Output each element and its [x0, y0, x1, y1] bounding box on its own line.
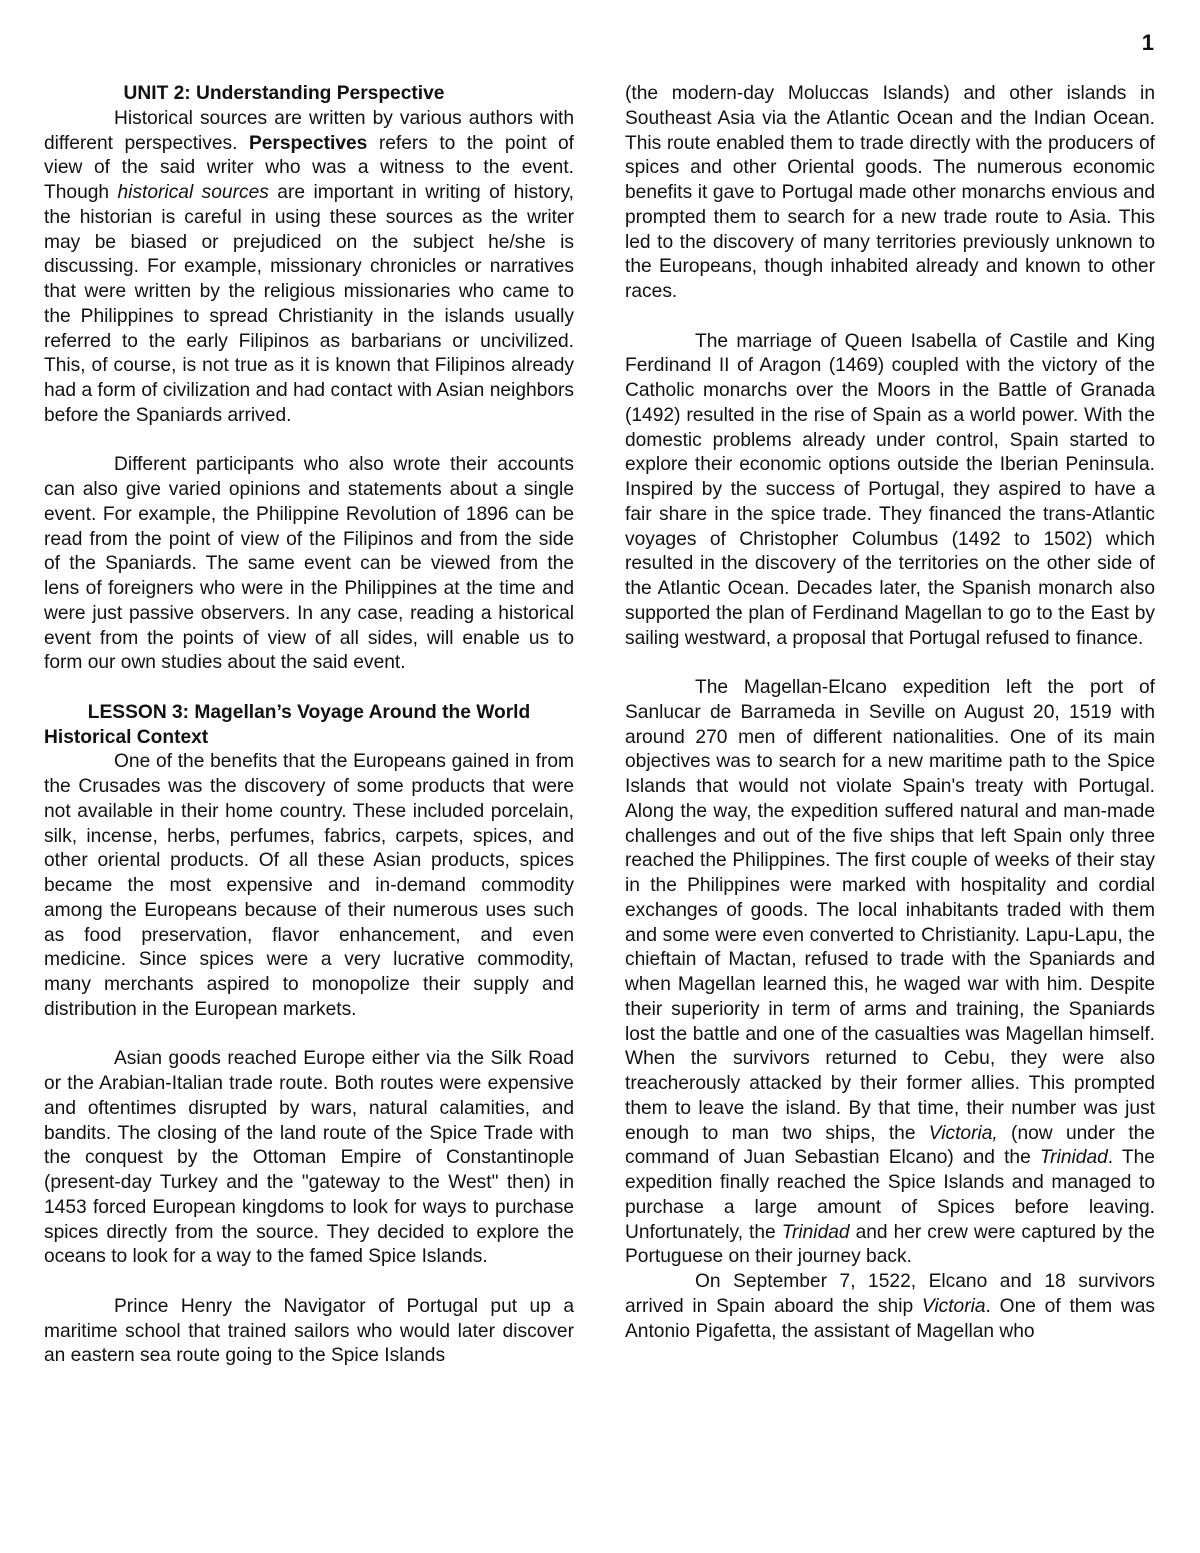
lesson-subtitle: Historical Context — [44, 726, 209, 748]
text-run: . The expedition finally reached the Spice Islands and managed to purchase a large amount of Spices before leaving. Unfortunately, the — [625, 1147, 1155, 1243]
text-run: Historical sources are written by various authors with different perspectives. — [44, 107, 574, 154]
lesson-paragraph-3-continued: (the modern-day Moluccas Islands) and other islands in Southeast Asia via the Atlantic Ocean and the Indian Ocean. This route enabled them to trade directly with the producers of spices and other Oriental goods. The numerous economic benefits it gave to Portugal made other monarchs envious and prompted them to search for a new trade route to Asia. This led to the discovery of many territories previously unknown to the Europeans, though inhabited already and known to other races. — [625, 83, 1155, 302]
text-run: are important in writing of history, the historian is careful in using these sources as the writer may be biased or prejudiced on the subject he/she is discussing. For example, missionary chronicles or narratives that were written by the religious missionaries who came to the Philippines to spread Christianity in the islands usually referred to the early Filipinos as barbarians or uncivilized. This, of course, is not true as it is known that Filipinos already had a form of civilization and had contact with Asian neighbors before the Spaniards arrived. — [44, 182, 574, 426]
unit-title: UNIT 2: Understanding Perspective — [123, 83, 445, 104]
lesson-paragraph-2: Asian goods reached Europe either via the Silk Road or the Arabian-Italian trade route. Both routes were expensive and oftentimes disrupted by wars, natural calamities, and bandits. The closing of the land route of the Spice Trade with the conquest by the Ottoman Empire of Constantinople (present-day Turkey and the "gateway to the West" then) in 1453 forced European kingdoms to look for ways to purchase spices directly from the source. They decided to explore the oceans to look for a way to the famed Spice Islands. — [44, 1048, 574, 1268]
left-column — [44, 82, 574, 1369]
italic-term: historical sources — [117, 182, 269, 203]
unit-paragraph-1 — [44, 107, 574, 429]
ship-name: Victoria, — [928, 1122, 998, 1144]
right-column — [625, 82, 1155, 1344]
lesson-paragraph-4: The marriage of Queen Isabella of Castile and King Ferdinand II of Aragon (1469) coupled with the victory of the Catholic monarchs over the Moors in the Battle of Granada (1492) resulted in the rise of Spain as a world power. With the domestic problems already under control, Spain started to explore their economic options outside the Iberian Peninsula. Inspired by the success of Portugal, they aspired to have a fair share in the spice trade. They financed the trans-Atlantic voyages of Christopher Columbus (1492 to 1502) which resulted in the discovery of the territories on the other side of the Atlantic Ocean. Decades later, the Spanish monarch also supported the plan of Ferdinand Magellan to go to the East by sailing westward, a proposal that Portugal refused to finance. — [625, 330, 1155, 649]
lesson-paragraph-5 — [625, 676, 1155, 1270]
text-run: On September 7, 1522, Elcano and 18 survivors arrived in Spain aboard the ship — [625, 1271, 1155, 1317]
lesson-paragraph-6 — [625, 1270, 1155, 1344]
text-run: . One of them was Antonio Pigafetta, the assistant of Magellan who — [625, 1295, 1156, 1342]
ship-name: Trinidad — [781, 1221, 850, 1243]
unit-paragraph-2: Different participants who also wrote their accounts can also give varied opinions and statements about a single event. For example, the Philippine Revolution of 1896 can be read from the point of view of the Filipinos and from the side of the Spaniards. The same event can be viewed from the lens of foreigners who were in the Philippines at the time and were just passive observers. In any case, reading a historical event from the points of view of all sides, will enable us to form our own studies about the said event. — [44, 454, 574, 674]
lesson-title: LESSON 3: Magellan’s Voyage Around the World — [87, 701, 531, 723]
text-run: and her crew were captured by the Portuguese on their journey back. — [625, 1221, 1155, 1268]
lesson-paragraph-1: One of the benefits that the Europeans gained in from the Crusades was the discovery of some products that were not available in their home country. These included porcelain, silk, incense, herbs, perfumes, fabrics, carpets, spices, and other oriental products. Of all these Asian products, spices became the most expensive and in-demand commodity among the Europeans because of their numerous uses such as food preservation, flavor enhancement, and even medicine. Since spices were a very lucrative commodity, many merchants aspired to monopolize their supply and distribution in the European markets. — [44, 751, 574, 1020]
text-run: (now under the command of Juan Sebastian Elcano) and the — [625, 1122, 1155, 1169]
page-number: 1 — [1141, 30, 1154, 55]
ship-name: Trinidad — [1039, 1147, 1108, 1169]
text-run: The Magellan-Elcano expedition left the port of Sanlucar de Barrameda in Seville on August 20, 1519 with around 270 men of different nationalities. One of its main objectives was to search for a new maritime path to the Spice Islands that would not violate Spain's treaty with Portugal. Along the way, the expedition suffered natural and man-made challenges and out of the five ships that left Spain only three reached the Philippines. The first couple of weeks of their stay in the Philippines were marked with hospitality and cordial exchanges of goods. The local inhabitants traded with them and some were even converted to Christianity. Lapu-Lapu, the chieftain of Mactan, refused to trade with the Spaniards and when Magellan learned this, he waged war with him. Despite their superiority in term of arms and training, the Spaniards lost the battle and one of the casualties was Magellan himself. When the survivors returned to Cebu, they were also treacherously attacked by their former allies. This prompted them to leave the island. By that time, their number was just enough to man two ships, the — [625, 677, 1155, 1144]
text-run: refers to the point of view of the said writer who was a witness to the event. Though — [44, 132, 574, 203]
ship-name: Victoria — [921, 1295, 986, 1317]
lesson-paragraph-3: Prince Henry the Navigator of Portugal put up a maritime school that trained sailors who would later discover an eastern sea route going to the Spice Islands — [44, 1295, 574, 1367]
bold-term: Perspectives — [248, 132, 368, 154]
